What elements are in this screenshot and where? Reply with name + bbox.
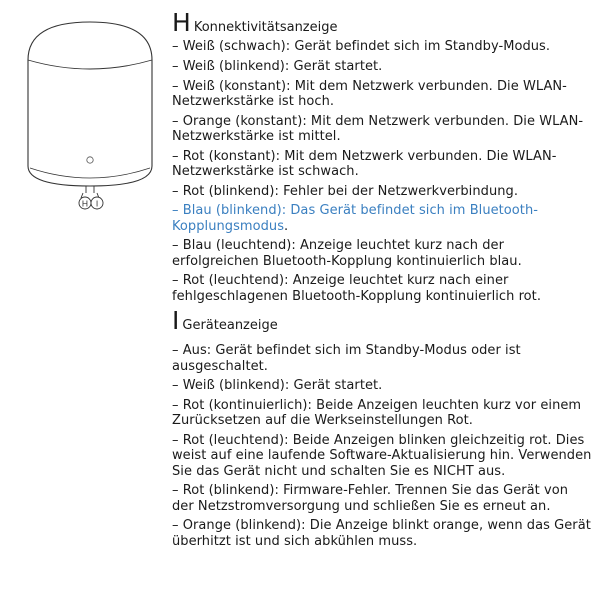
highlighted-text: – Blau (blinkend): Das Gerät befindet sich im Bluetooth-Kopplungsmodus xyxy=(172,203,538,234)
list-item: – Orange (konstant): Mit dem Netzwerk verbunden. Die WLAN-Netzwerkstärke ist mittel. xyxy=(172,113,584,144)
speaker-illustration xyxy=(20,18,160,213)
list-item: – Weiß (schwach): Gerät befindet sich im Standby-Modus. xyxy=(172,39,551,54)
callout-h-label: H xyxy=(81,198,89,209)
list-item: – Rot (leuchtend): Anzeige leuchtet kurz nach einer fehlgeschlagenen Bluetooth-Kopplung kontinuierlich rot. xyxy=(172,273,542,304)
list-item: – Aus: Gerät befindet sich im Standby-Modus oder ist ausgeschaltet. xyxy=(172,343,521,374)
list-item: – Orange (blinkend): Die Anzeige blinkt orange, wenn das Gerät überhitzt ist und sich abkühlen muss. xyxy=(172,518,591,549)
connectivity-section xyxy=(172,10,592,304)
list-item: – Rot (konstant): Mit dem Netzwerk verbunden. Die WLAN-Netzwerkstärke ist schwach. xyxy=(172,148,557,179)
section-title: Konnektivitätsanzeige xyxy=(193,20,338,35)
callout-i-label: I xyxy=(95,198,99,209)
list-item: – Rot (leuchtend): Beide Anzeigen blinken gleichzeitig rot. Dies weist auf eine laufende Software-Aktualisierung hin. Verwenden Sie das Gerät nicht und schalten Sie es NICHT aus. xyxy=(172,433,592,479)
list-item: – Rot (blinkend): Fehler bei der Netzwerkverbindung. xyxy=(172,183,519,199)
list-item: – Weiß (blinkend): Gerät startet. xyxy=(172,58,383,74)
section-letter: H xyxy=(172,8,191,37)
section-letter: I xyxy=(172,306,180,336)
list-item: – Weiß (blinkend): Gerät startet. xyxy=(172,378,383,394)
logo-icon xyxy=(87,157,93,163)
speaker-drawing xyxy=(20,18,160,213)
list-item: – Weiß (konstant): Mit dem Netzwerk verbunden. Die WLAN-Netzwerkstärke ist hoch. xyxy=(172,78,567,109)
section-title: Geräteanzeige xyxy=(182,318,278,334)
list-item: – Rot (blinkend): Firmware-Fehler. Trennen Sie das Gerät von der Netzstromversorgung und schließen Sie es erneut an. xyxy=(172,483,569,514)
indicator-descriptions xyxy=(172,10,592,553)
highlighted-tail: . xyxy=(284,218,289,234)
list-item: – Rot (kontinuierlich): Beide Anzeigen leuchten kurz vor einem Zurücksetzen auf die Werkseinstellungen Rot. xyxy=(172,398,582,429)
list-item: – Blau (leuchtend): Anzeige leuchtet kurz nach der erfolgreichen Bluetooth-Kopplung kontinuierlich blau. xyxy=(172,238,522,269)
section-heading-h xyxy=(172,10,592,36)
highlighted-list-item xyxy=(172,203,592,233)
section-heading-i xyxy=(172,308,592,334)
device-section xyxy=(172,308,592,548)
